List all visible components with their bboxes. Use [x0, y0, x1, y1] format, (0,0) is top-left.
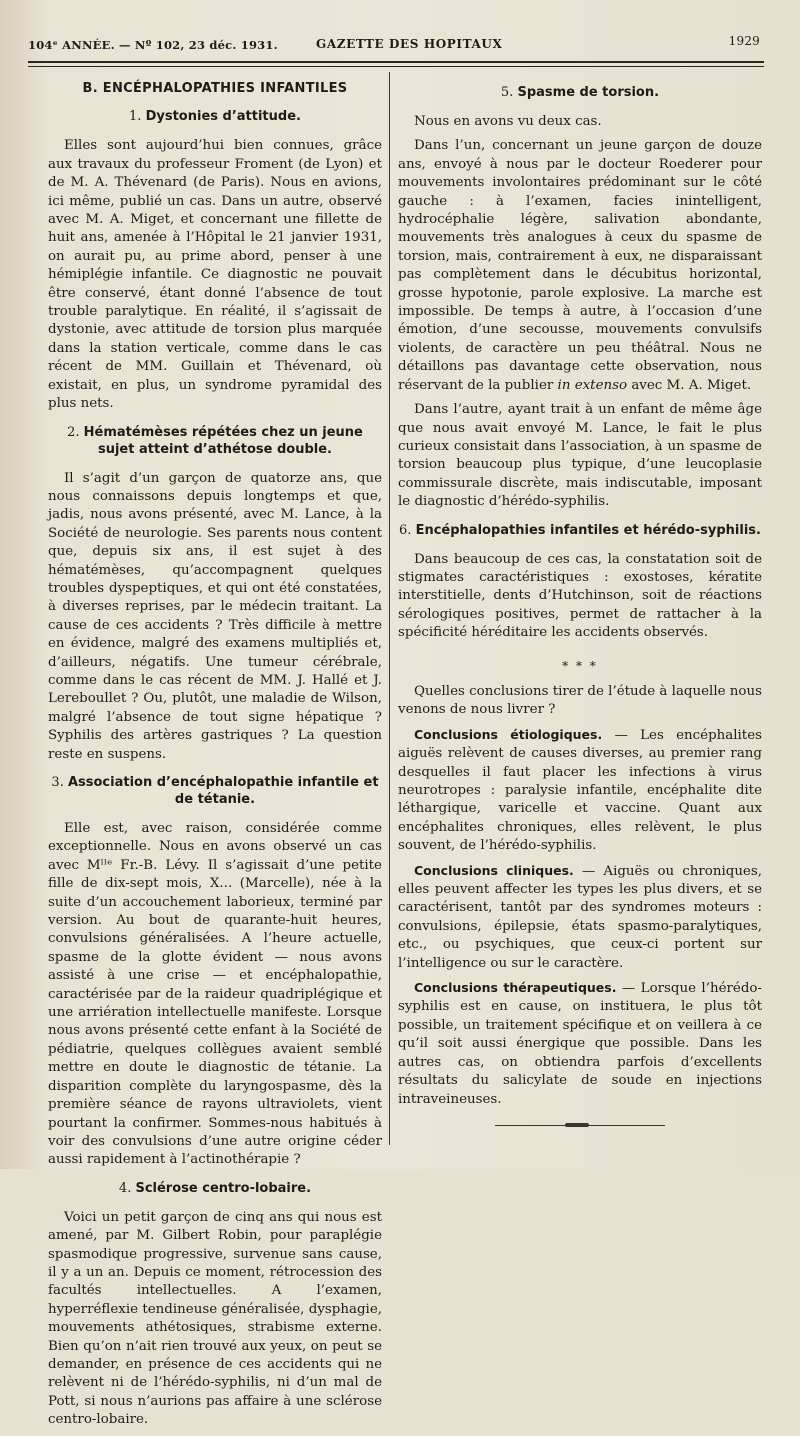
section-2-paragraph: Il s’agit d’un garçon de quatorze ans, que nous connaissons depuis longtemps et que, jadis, nous avons présenté, avec M. Lance, à la Société de neurologie. Ses parents nous content que, depuis six ans, il est sujet à des hématémèses, qu’accompagnent quelques troubles dyspeptiques, et qui ont été constatées, à diverses reprises, par le médecin traitant. La cause de ces accidents ? Très difficile à mettre en évidence, malgré des examens multipliés et, d’ailleurs, négatifs. Une tumeur cérébrale, comme dans le cas récent de MM. J. Hallé et J. Lereboullet ? Ou, plutôt, une maladie de Wilson, malgré l’absence de tout signe hépatique ? Syphilis des artères gastriques ? La question reste en suspens. [48, 470, 382, 762]
header-rule-thick [28, 61, 764, 63]
section-3-paragraph: Elle est, avec raison, considérée comme exceptionnelle. Nous en avons observé un cas avec Mˡˡᵉ Fr.-B. Lévy. Il s’agissait d’une petite fille de dix-sept mois, X... (Marcelle), née à la suite d’un accouchement laborieux, terminé par version. Au bout de quarante-huit heures, convulsions généralisées. A l’heure actuelle, spasme de la glotte évident — nous avons assisté à une crise — et encéphalopathie, caractérisée par de la raideur quadriplégique et une arriération intellectuelle manifeste. Lorsque nous avons présenté cette enfant à la Société de pédiatrie, quelques collègues avaient semblé mettre en doute le diagnostic de tétanie. La disparition complète du laryngospasme, dès la première séance de rayons ultraviolets, vient pourtant la confirmer. Sommes-nous habitués à voir des convulsions d’une autre origine céder aussi rapidement à l’actinothérapie ? [48, 821, 382, 1168]
section-4-heading [48, 1180, 382, 1197]
section-3-number: 3. [51, 775, 64, 790]
conclusions-etiologiques [398, 726, 762, 856]
therapeutiques-text: — Lorsque l’hérédo-syphilis est en cause, on instituera, le plus tôt possible, un traitement spécifique et on veillera à ce qu’il soit aussi énergique que possible. Dans les autres cas, on obtiendra parfois d’excellents résultats du salicylate de soude en injections intraveineuses. [398, 981, 762, 1107]
section-5-paragraph-3: Dans l’autre, ayant trait à un enfant de même âge que nous avait envoyé M. Lance, le fait le plus curieux consistait dans l’association, à un spasme de torsion beaucoup plus typique, d’une leucoplasie commissurale discrète, mais indiscutable, imposant le diagnostic d’hérédo-syphilis. [398, 402, 762, 510]
section-6-heading [398, 522, 762, 539]
etiologiques-label: Conclusions étiologiques. [414, 726, 603, 742]
section-5-paragraph-1: Nous en avons vu deux cas. [414, 114, 602, 129]
section-2-heading [48, 424, 382, 458]
journal-title: GAZETTE DES HOPITAUX [316, 37, 503, 51]
section-5-number: 5. [500, 85, 514, 100]
issue-line: 104ᵉ ANNÉE. — Nº 102, 23 déc. 1931. [28, 38, 278, 52]
left-column [48, 76, 382, 1436]
page-number: 1929 [728, 34, 760, 48]
section-separator: * * * [562, 658, 598, 673]
conclusions-question: Quelles conclusions tirer de l’étude à laquelle nous venons de nous livrer ? [398, 683, 762, 718]
section-5-heading [398, 84, 762, 101]
section-4-number: 4. [118, 1180, 132, 1196]
article-end-ornament [495, 1121, 665, 1129]
section-6-number: 6. [399, 522, 412, 538]
etiologiques-text: — Les encéphalites aiguës relèvent de causes diverses, au premier rang desquelles il faut placer les infections à virus neurotropes : paralysie infantile, encéphalite dite léthargique, varicelle et vaccine. Quant aux encéphalites chroniques, elles relèvent, le plus souvent, de l’hérédo-syphilis. [398, 727, 762, 854]
section-5-paragraph-2 [398, 137, 762, 395]
therapeutiques-label: Conclusions thérapeutiques. [414, 980, 617, 996]
section-6-title: Encéphalopathies infantiles et hérédo-syphilis. [415, 522, 761, 538]
column-divider [389, 72, 390, 1145]
header-rule-thin [28, 66, 764, 67]
right-column [398, 74, 762, 1129]
section-1-title: Dystonies d’attitude. [145, 109, 301, 125]
cliniques-text: — Aiguës ou chroniques, elles peuvent affecter les types les plus divers, et se caractérisent, tantôt par des syndromes moteurs : convulsions, épilepsie, états spasmo-paralytiques, etc., ou psychiques, que ceux-ci portent sur l’intelligence ou sur le caractère. [398, 863, 762, 971]
section-5-p2-italic: in extenso [557, 377, 628, 393]
page-header [28, 34, 760, 56]
conclusions-therapeutiques [398, 979, 762, 1109]
section-5-p2-text: Dans l’un, concernant un jeune garçon de douze ans, envoyé à nous par le docteur Roederer pour mouvements involontaires prédominant sur le côté gauche : à l’examen, facies inintelligent, hydrocéphalie légère, salivation abondante, mouvements très analogues à ceux du spasme de torsion, mais, contrairement à eux, ne disparaissant pas complètement dans le décubitus horizontal, grosse hypotonie, parole explosive. La marche est impossible. De temps à autre, à l’occasion d’une émotion, d’une secousse, mouvements convulsifs violents, de caractère un peu théâtral. Nous ne détaillons pas davantage cette observation, nous réservant de la publier [398, 138, 762, 393]
section-2-title: Hématémèses répétées chez un jeune sujet atteint d’athétose double. [83, 424, 363, 457]
section-1-heading [48, 108, 382, 125]
section-1-paragraph: Elles sont aujourd’hui bien connues, grâce aux travaux du professeur Froment (de Lyon) et de M. A. Thévenard (de Paris). Nous en avions, ici même, publié un cas. Dans un autre, observé avec M. A. Miget, et concernant une fillette de huit ans, amenée à l’Hôpital le 21 janvier 1931, on aurait pu, au prime abord, penser à une hémiplégie infantile. Ce diagnostic ne pouvait être conservé, étant donné l’absence de tout trouble paralytique. En réalité, il s’agissait de dystonie, avec attitude de torsion plus marquée dans la station verticale, comme dans le cas récent de MM. Guillain et Thévenard, où existait, en plus, un syndrome pyramidal des plus nets. [48, 138, 382, 412]
section-4-paragraph: Voici un petit garçon de cinq ans qui nous est amené, par M. Gilbert Robin, pour paraplégie spasmodique progressive, survenue sans cause, il y a un an. Depuis ce moment, rétrocession des facultés intellectuelles. A l’examen, hyperréflexie tendineuse généralisée, dysphagie, mouvements athétosiques, strabisme externe. Bien qu’on n’ait rien trouvé aux yeux, on peut se demander, en présence de ces accidents qui ne relèvent ni de l’hérédo-syphilis, ni d’un mal de Pott, si nous n’aurions pas affaire à une sclérose centro-lobaire. [48, 1209, 382, 1428]
section-5-p2-end: avec M. A. Miget. [631, 377, 752, 393]
section-6-paragraph: Dans beaucoup de ces cas, la constatation soit de stigmates caractéristiques : exostoses, kératite interstitielle, dents d’Hutchinson, soit de réactions sérologiques positives, permet de rattacher à la spécificité héréditaire les accidents observés. [398, 551, 762, 641]
section-5-title: Spasme de torsion. [517, 85, 660, 100]
section-4-title: Sclérose centro-lobaire. [135, 1180, 312, 1196]
section-3-title: Association d’encéphalopathie infantile et de tétanie. [67, 775, 379, 807]
section-b-title: B. ENCÉPHALOPATHIES INFANTILES [82, 81, 348, 96]
section-1-number: 1. [129, 109, 142, 125]
conclusions-cliniques [398, 862, 762, 973]
section-2-number: 2. [67, 424, 80, 440]
section-3-heading [48, 774, 382, 808]
cliniques-label: Conclusions cliniques. [414, 862, 574, 878]
